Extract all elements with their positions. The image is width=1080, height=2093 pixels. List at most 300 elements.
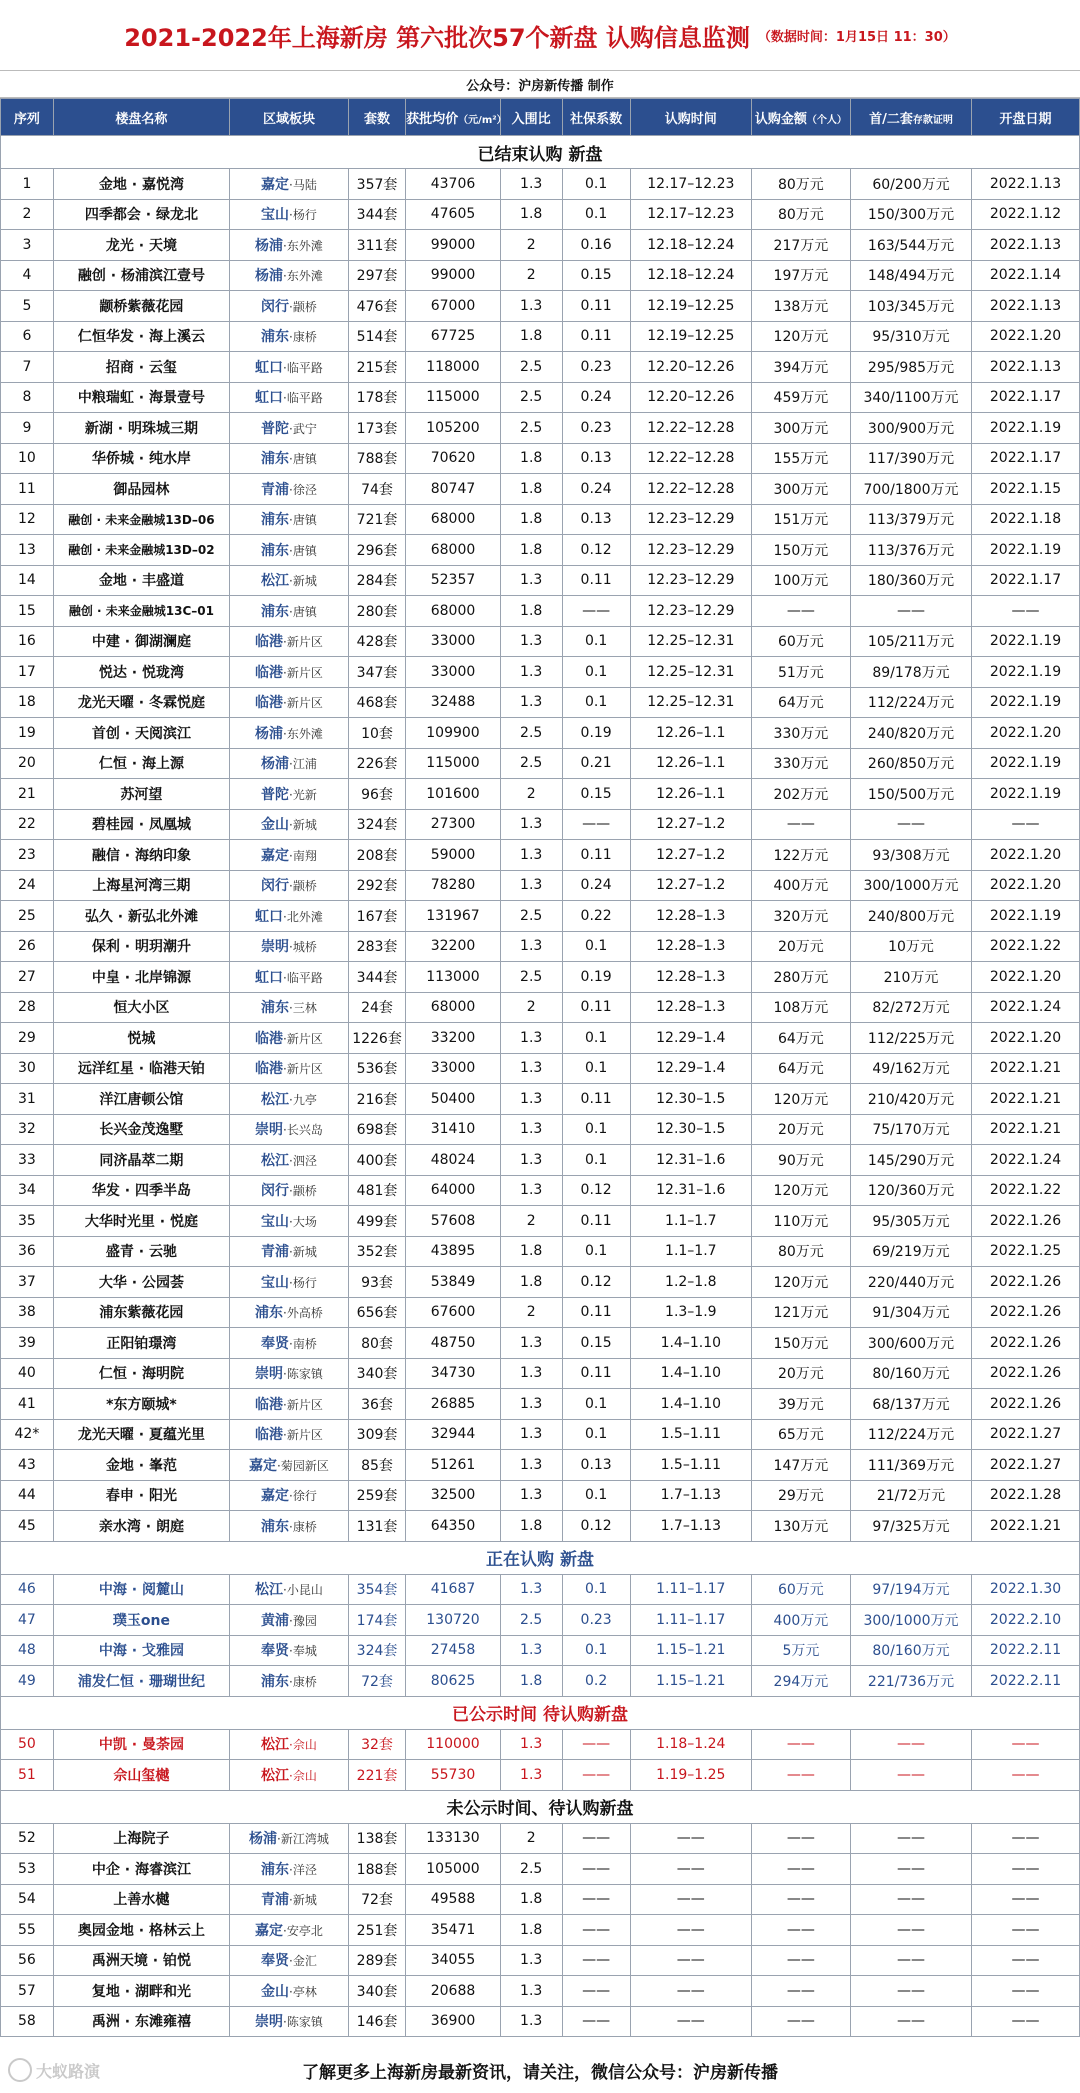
project-name: 奥园金地 · 格林云上 xyxy=(53,1915,229,1946)
table-row[interactable] xyxy=(1,1053,1080,1084)
district: 普陀 xyxy=(261,786,290,803)
table-row[interactable] xyxy=(1,535,1080,566)
deposit-proof: —— xyxy=(850,1884,971,1915)
avg-price: 33000 xyxy=(406,626,501,657)
table-row[interactable] xyxy=(1,1175,1080,1206)
opening-date: 2022.1.26 xyxy=(972,1389,1080,1420)
district: 青浦 xyxy=(261,1244,290,1261)
ratio: 2.5 xyxy=(500,382,562,413)
subscription-amount: 120万元 xyxy=(751,321,850,352)
ratio: 1.8 xyxy=(500,535,562,566)
project-name: 悦城 xyxy=(53,1023,229,1054)
unit-count: 344套 xyxy=(348,962,405,993)
table-row[interactable] xyxy=(1,321,1080,352)
area-cell xyxy=(230,748,349,779)
subscription-period: 12.17–12.23 xyxy=(630,199,751,230)
table-row[interactable] xyxy=(1,1574,1080,1605)
table-row[interactable] xyxy=(1,1328,1080,1359)
opening-date: 2022.1.26 xyxy=(972,1328,1080,1359)
subscription-period: —— xyxy=(630,1976,751,2007)
project-name: 新湖 · 明珠城三期 xyxy=(53,413,229,444)
deposit-proof: 120/360万元 xyxy=(850,1175,971,1206)
deposit-proof: 240/820万元 xyxy=(850,718,971,749)
table-row[interactable] xyxy=(1,1884,1080,1915)
subscription-period: 12.18–12.24 xyxy=(630,260,751,291)
row-index: 53 xyxy=(1,1854,54,1885)
table-row[interactable] xyxy=(1,474,1080,505)
sub-area: 金汇 xyxy=(292,1954,317,1969)
subscription-period: 1.5–1.11 xyxy=(630,1450,751,1481)
subscription-period: 12.26–1.1 xyxy=(630,718,751,749)
ratio: 1.3 xyxy=(500,1084,562,1115)
separator-dot: · xyxy=(277,1832,281,1847)
unit-count: 1226套 xyxy=(348,1023,405,1054)
row-index: 40 xyxy=(1,1358,54,1389)
avg-price: 32200 xyxy=(406,931,501,962)
row-index: 39 xyxy=(1,1328,54,1359)
table-row[interactable] xyxy=(1,1760,1080,1791)
unit-count: 24套 xyxy=(348,992,405,1023)
table-row[interactable] xyxy=(1,260,1080,291)
table-row[interactable] xyxy=(1,230,1080,261)
subscription-amount: 197万元 xyxy=(751,260,850,291)
table-row[interactable] xyxy=(1,840,1080,871)
area-cell xyxy=(230,840,349,871)
separator-dot: · xyxy=(283,726,287,741)
table-row[interactable] xyxy=(1,1236,1080,1267)
deposit-proof: 60/200万元 xyxy=(850,169,971,200)
sub-area: 新江湾城 xyxy=(280,1832,329,1847)
subscription-amount: 400万元 xyxy=(751,1605,850,1636)
subscription-amount: —— xyxy=(751,1823,850,1854)
subscription-amount: 64万元 xyxy=(751,1023,850,1054)
ratio: 1.8 xyxy=(500,474,562,505)
column-header xyxy=(1,99,54,136)
avg-price: 130720 xyxy=(406,1605,501,1636)
row-index: 56 xyxy=(1,1945,54,1976)
column-header-label: 首/二套 xyxy=(869,111,913,127)
separator-dot: · xyxy=(283,970,287,985)
project-name: 上海院子 xyxy=(53,1823,229,1854)
sub-area: 光新 xyxy=(292,787,317,802)
deposit-proof: 68/137万元 xyxy=(850,1389,971,1420)
data-timestamp: （数据时间：1月15日 11：30） xyxy=(757,29,956,45)
table-row[interactable] xyxy=(1,352,1080,383)
avg-price: 80747 xyxy=(406,474,501,505)
social-security-factor: 0.11 xyxy=(562,992,630,1023)
subscription-period: 12.27–1.2 xyxy=(630,840,751,871)
row-index: 58 xyxy=(1,2006,54,2037)
table-row[interactable] xyxy=(1,779,1080,810)
table-row[interactable] xyxy=(1,870,1080,901)
avg-price: 59000 xyxy=(406,840,501,871)
table-row[interactable] xyxy=(1,1823,1080,1854)
subscription-period: 1.7–1.13 xyxy=(630,1480,751,1511)
table-row[interactable] xyxy=(1,1480,1080,1511)
deposit-proof: 95/310万元 xyxy=(850,321,971,352)
row-index: 41 xyxy=(1,1389,54,1420)
table-row[interactable] xyxy=(1,1297,1080,1328)
area-cell xyxy=(230,1729,349,1760)
subscription-amount: 202万元 xyxy=(751,779,850,810)
district: 浦东 xyxy=(261,1673,290,1690)
social-security-factor: 0.2 xyxy=(562,1666,630,1697)
social-security-factor: —— xyxy=(562,596,630,627)
subscription-amount: —— xyxy=(751,1729,850,1760)
subscription-period: 12.25–12.31 xyxy=(630,626,751,657)
opening-date: —— xyxy=(972,1854,1080,1885)
ratio: 1.3 xyxy=(500,687,562,718)
project-name: 中海 · 戈雅园 xyxy=(53,1635,229,1666)
deposit-proof: 221/736万元 xyxy=(850,1666,971,1697)
subscription-period: —— xyxy=(630,1884,751,1915)
project-name: 上善水樾 xyxy=(53,1884,229,1915)
subscription-period: 12.29–1.4 xyxy=(630,1023,751,1054)
district: 闵行 xyxy=(261,298,290,315)
deposit-proof: 300/1000万元 xyxy=(850,870,971,901)
separator-dot: · xyxy=(289,1984,293,1999)
social-security-factor: 0.1 xyxy=(562,687,630,718)
watermark-logo-icon xyxy=(8,2058,32,2082)
opening-date: 2022.1.28 xyxy=(972,1480,1080,1511)
subscription-amount: 80万元 xyxy=(751,169,850,200)
deposit-proof: 49/162万元 xyxy=(850,1053,971,1084)
table-row[interactable] xyxy=(1,931,1080,962)
sub-area: 新片区 xyxy=(286,1062,323,1077)
sub-area: 亭林 xyxy=(292,1984,317,1999)
table-row[interactable] xyxy=(1,1729,1080,1760)
table-row[interactable] xyxy=(1,1114,1080,1145)
unit-count: 721套 xyxy=(348,504,405,535)
separator-dot: · xyxy=(283,1123,287,1138)
subscription-period: 1.15–1.21 xyxy=(630,1635,751,1666)
separator-dot: · xyxy=(289,757,293,772)
district: 浦东 xyxy=(261,1000,290,1017)
deposit-proof: 82/272万元 xyxy=(850,992,971,1023)
opening-date: 2022.1.25 xyxy=(972,1236,1080,1267)
area-cell xyxy=(230,1915,349,1946)
avg-price: 115000 xyxy=(406,748,501,779)
separator-dot: · xyxy=(289,1336,293,1351)
avg-price: 31410 xyxy=(406,1114,501,1145)
row-index: 47 xyxy=(1,1605,54,1636)
deposit-proof: 113/376万元 xyxy=(850,535,971,566)
deposit-proof: —— xyxy=(850,809,971,840)
district: 临港 xyxy=(255,695,284,712)
district: 奉贤 xyxy=(261,1953,290,1970)
avg-price: 26885 xyxy=(406,1389,501,1420)
deposit-proof: 300/900万元 xyxy=(850,413,971,444)
ratio: 2.5 xyxy=(500,748,562,779)
subscription-period: —— xyxy=(630,2006,751,2037)
district: 嘉定 xyxy=(261,176,290,193)
table-row[interactable] xyxy=(1,809,1080,840)
table-row[interactable] xyxy=(1,2006,1080,2037)
sub-area: 三林 xyxy=(292,1001,317,1016)
column-header xyxy=(751,99,850,136)
opening-date: 2022.1.21 xyxy=(972,1084,1080,1115)
opening-date: 2022.2.10 xyxy=(972,1605,1080,1636)
subscription-period: 1.2–1.8 xyxy=(630,1267,751,1298)
avg-price: 20688 xyxy=(406,1976,501,2007)
sub-area: 小昆山 xyxy=(286,1583,323,1598)
separator-dot: · xyxy=(283,909,287,924)
subscription-amount: 51万元 xyxy=(751,657,850,688)
district: 临港 xyxy=(255,664,284,681)
social-security-factor: 0.24 xyxy=(562,870,630,901)
avg-price: 68000 xyxy=(406,596,501,627)
table-row[interactable] xyxy=(1,1666,1080,1697)
subscription-amount: 130万元 xyxy=(751,1511,850,1542)
sub-area: 杨行 xyxy=(292,208,317,223)
table-row[interactable] xyxy=(1,962,1080,993)
table-row[interactable] xyxy=(1,382,1080,413)
row-index: 44 xyxy=(1,1480,54,1511)
table-row[interactable] xyxy=(1,992,1080,1023)
subscription-amount: 138万元 xyxy=(751,291,850,322)
row-index: 28 xyxy=(1,992,54,1023)
ratio: 1.3 xyxy=(500,1574,562,1605)
sub-area: 新片区 xyxy=(286,635,323,650)
district: 杨浦 xyxy=(249,1831,278,1848)
deposit-proof: 80/160万元 xyxy=(850,1635,971,1666)
project-name: 龙光 · 天境 xyxy=(53,230,229,261)
table-row[interactable] xyxy=(1,1511,1080,1542)
sub-area: 城桥 xyxy=(292,940,317,955)
table-row[interactable] xyxy=(1,901,1080,932)
opening-date: 2022.1.22 xyxy=(972,1175,1080,1206)
watermark xyxy=(8,2058,100,2082)
table-row[interactable] xyxy=(1,1084,1080,1115)
separator-dot: · xyxy=(289,1674,293,1689)
section-header xyxy=(1,1790,1080,1823)
separator-dot: · xyxy=(283,1306,287,1321)
separator-dot: · xyxy=(283,1397,287,1412)
social-security-factor: 0.12 xyxy=(562,1511,630,1542)
project-name: 中粮瑞虹 · 海景壹号 xyxy=(53,382,229,413)
area-cell xyxy=(230,291,349,322)
table-row[interactable] xyxy=(1,1419,1080,1450)
subscription-amount: 394万元 xyxy=(751,352,850,383)
deposit-proof: 89/178万元 xyxy=(850,657,971,688)
column-header-label: 开盘日期 xyxy=(999,111,1052,127)
separator-dot: · xyxy=(283,635,287,650)
sub-area: 新城 xyxy=(292,574,317,589)
sub-area: 安亭北 xyxy=(286,1923,323,1938)
sub-area: 康桥 xyxy=(292,330,317,345)
unit-count: 74套 xyxy=(348,474,405,505)
unit-count: 93套 xyxy=(348,1267,405,1298)
separator-dot: · xyxy=(283,1031,287,1046)
section-title: 正在认购 新盘 xyxy=(1,1541,1080,1574)
separator-dot: · xyxy=(289,1644,293,1659)
ratio: 1.3 xyxy=(500,169,562,200)
district: 杨浦 xyxy=(261,756,290,773)
ratio: 1.3 xyxy=(500,1358,562,1389)
sub-area: 徐泾 xyxy=(292,482,317,497)
area-cell xyxy=(230,1084,349,1115)
table-row[interactable] xyxy=(1,443,1080,474)
deposit-proof: —— xyxy=(850,1945,971,1976)
sub-area: 南翔 xyxy=(292,848,317,863)
ratio: 1.3 xyxy=(500,840,562,871)
table-row[interactable] xyxy=(1,1267,1080,1298)
table-row[interactable] xyxy=(1,748,1080,779)
table-row[interactable] xyxy=(1,565,1080,596)
subscription-period: —— xyxy=(630,1945,751,1976)
subscription-period: 1.4–1.10 xyxy=(630,1389,751,1420)
table-row[interactable] xyxy=(1,718,1080,749)
row-index: 42* xyxy=(1,1419,54,1450)
table-row[interactable] xyxy=(1,687,1080,718)
ratio: 1.8 xyxy=(500,199,562,230)
table-row[interactable] xyxy=(1,1915,1080,1946)
avg-price: 41687 xyxy=(406,1574,501,1605)
column-header xyxy=(348,99,405,136)
deposit-proof: 148/494万元 xyxy=(850,260,971,291)
subscription-amount: 320万元 xyxy=(751,901,850,932)
project-name: 颛桥紫薇花园 xyxy=(53,291,229,322)
subscription-period: 12.30–1.5 xyxy=(630,1114,751,1145)
table-row[interactable] xyxy=(1,657,1080,688)
ratio: 2 xyxy=(500,260,562,291)
deposit-proof: 75/170万元 xyxy=(850,1114,971,1145)
opening-date: —— xyxy=(972,1729,1080,1760)
opening-date: 2022.2.11 xyxy=(972,1635,1080,1666)
column-header xyxy=(500,99,562,136)
subscription-period: 1.19–1.25 xyxy=(630,1760,751,1791)
table-row[interactable] xyxy=(1,291,1080,322)
subscription-period: 12.28–1.3 xyxy=(630,962,751,993)
project-name: 招商 · 云玺 xyxy=(53,352,229,383)
deposit-proof: —— xyxy=(850,1915,971,1946)
subscription-period: 1.4–1.10 xyxy=(630,1358,751,1389)
subscription-period: 12.27–1.2 xyxy=(630,809,751,840)
unit-count: 476套 xyxy=(348,291,405,322)
area-cell xyxy=(230,1023,349,1054)
sub-area: 奉城 xyxy=(292,1644,317,1659)
opening-date: —— xyxy=(972,1915,1080,1946)
row-index: 43 xyxy=(1,1450,54,1481)
subscription-period: 1.1–1.7 xyxy=(630,1236,751,1267)
separator-dot: · xyxy=(283,360,287,375)
deposit-proof: —— xyxy=(850,1760,971,1791)
table-row[interactable] xyxy=(1,1635,1080,1666)
deposit-proof: 80/160万元 xyxy=(850,1358,971,1389)
avg-price: 51261 xyxy=(406,1450,501,1481)
column-header xyxy=(230,99,349,136)
separator-dot: · xyxy=(289,452,293,467)
district: 宝山 xyxy=(261,207,290,224)
social-security-factor: 0.12 xyxy=(562,535,630,566)
ratio: 1.3 xyxy=(500,1114,562,1145)
unit-count: 85套 xyxy=(348,1450,405,1481)
unit-count: 357套 xyxy=(348,169,405,200)
table-row[interactable] xyxy=(1,199,1080,230)
area-cell xyxy=(230,1175,349,1206)
table-row[interactable] xyxy=(1,1358,1080,1389)
social-security-factor: 0.21 xyxy=(562,748,630,779)
ratio: 2.5 xyxy=(500,1605,562,1636)
area-cell xyxy=(230,1053,349,1084)
ratio: 1.3 xyxy=(500,1976,562,2007)
area-cell xyxy=(230,1635,349,1666)
avg-price: 99000 xyxy=(406,230,501,261)
unit-count: 340套 xyxy=(348,1976,405,2007)
table-header xyxy=(1,99,1080,136)
table-row[interactable] xyxy=(1,1605,1080,1636)
project-name: 春申 · 阳光 xyxy=(53,1480,229,1511)
table-row[interactable] xyxy=(1,1854,1080,1885)
unit-count: 481套 xyxy=(348,1175,405,1206)
table-row[interactable] xyxy=(1,626,1080,657)
opening-date: 2022.1.21 xyxy=(972,1511,1080,1542)
sub-area: 新城 xyxy=(292,1245,317,1260)
project-name: 御品园林 xyxy=(53,474,229,505)
district: 普陀 xyxy=(261,420,290,437)
table-row[interactable] xyxy=(1,169,1080,200)
table-row[interactable] xyxy=(1,1206,1080,1237)
deposit-proof: 295/985万元 xyxy=(850,352,971,383)
opening-date: 2022.1.24 xyxy=(972,992,1080,1023)
subscription-period: 12.18–12.24 xyxy=(630,230,751,261)
avg-price: 110000 xyxy=(406,1729,501,1760)
deposit-proof: 150/500万元 xyxy=(850,779,971,810)
table-row[interactable] xyxy=(1,596,1080,627)
social-security-factor: 0.23 xyxy=(562,1605,630,1636)
separator-dot: · xyxy=(289,1613,293,1628)
table-row[interactable] xyxy=(1,1976,1080,2007)
table-row[interactable] xyxy=(1,413,1080,444)
row-index: 12 xyxy=(1,504,54,535)
social-security-factor: 0.19 xyxy=(562,718,630,749)
table-row[interactable] xyxy=(1,504,1080,535)
opening-date: 2022.1.17 xyxy=(972,565,1080,596)
table-row[interactable] xyxy=(1,1389,1080,1420)
page-title: 2021-2022年上海新房 第六批次57个新盘 认购信息监测 xyxy=(124,23,750,52)
subscription-amount: 80万元 xyxy=(751,1236,850,1267)
ratio: 1.3 xyxy=(500,931,562,962)
project-name: 中企 · 海睿滨江 xyxy=(53,1854,229,1885)
social-security-factor: 0.1 xyxy=(562,626,630,657)
social-security-factor: 0.1 xyxy=(562,1114,630,1145)
column-header-label: 入围比 xyxy=(511,111,551,127)
row-index: 8 xyxy=(1,382,54,413)
section-title: 已结束认购 新盘 xyxy=(1,136,1080,169)
subscription-amount: —— xyxy=(751,1915,850,1946)
sub-area: 临平路 xyxy=(286,391,323,406)
project-name: 首创 · 天阅滨江 xyxy=(53,718,229,749)
area-cell xyxy=(230,1511,349,1542)
ratio: 2.5 xyxy=(500,962,562,993)
avg-price: 68000 xyxy=(406,535,501,566)
social-security-factor: 0.13 xyxy=(562,443,630,474)
subscription-amount: 121万元 xyxy=(751,1297,850,1328)
project-name: 复地 · 湖畔和光 xyxy=(53,1976,229,2007)
deposit-proof: —— xyxy=(850,596,971,627)
table-row[interactable] xyxy=(1,1145,1080,1176)
separator-dot: · xyxy=(289,1519,293,1534)
unit-count: 221套 xyxy=(348,1760,405,1791)
separator-dot: · xyxy=(283,665,287,680)
table-row[interactable] xyxy=(1,1023,1080,1054)
area-cell xyxy=(230,1236,349,1267)
table-row[interactable] xyxy=(1,1450,1080,1481)
district: 临港 xyxy=(255,634,284,651)
table-row[interactable] xyxy=(1,1945,1080,1976)
district: 浦东 xyxy=(261,512,290,529)
separator-dot: · xyxy=(289,1862,293,1877)
